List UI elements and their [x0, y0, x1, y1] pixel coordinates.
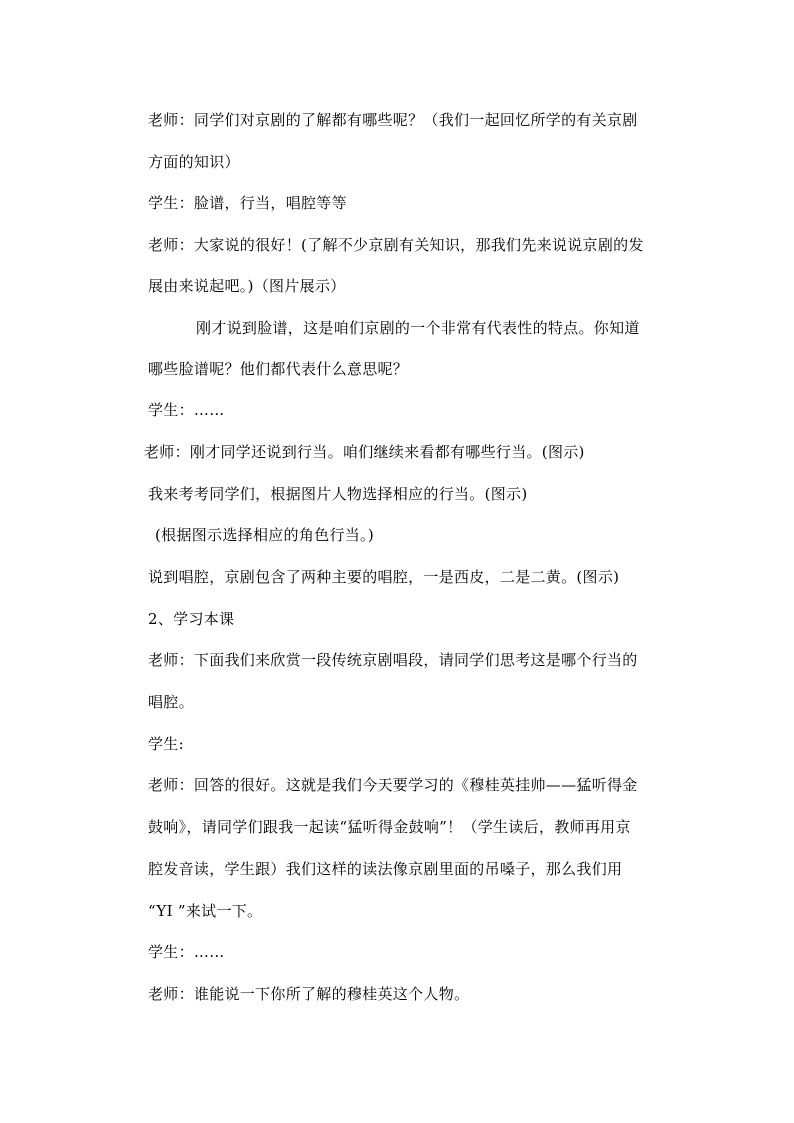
paragraph-line: 学生: [148, 735, 184, 753]
paragraph-line: 学生：…… [148, 943, 225, 961]
paragraph-line: 说到唱腔，京剧包含了两种主要的唱腔，一是西皮，二是二黄。(图示) [148, 568, 620, 586]
paragraph-line: 唱腔。 [148, 693, 194, 711]
paragraph-line: 老师：大家说的很好！(了解不少京剧有关知识，那我们先来说说京剧的发 [148, 236, 644, 254]
paragraph-line: (根据图示选择相应的角色行当。) [155, 526, 375, 544]
paragraph-line: 老师：回答的很好。这就是我们今天要学习的《穆桂英挂帅——猛听得金 [148, 776, 638, 794]
paragraph-line: 腔发音读，学生跟）我们这样的读法像京剧里面的吊嗓子，那么我们用 [148, 860, 623, 878]
paragraph-line: 学生：…… [148, 401, 225, 419]
paragraph-line: 展由来说起吧。)（图片展示） [148, 277, 346, 295]
paragraph-line: 刚才说到脸谱，这是咱们京剧的一个非常有代表性的特点。你知道 [196, 319, 640, 337]
paragraph-line: 老师：刚才同学还说到行当。咱们继续来看都有哪些行当。(图示) [144, 443, 585, 461]
section-heading: 2、学习本课 [148, 610, 235, 628]
paragraph-line: 我来考考同学们，根据图片人物选择相应的行当。(图示) [148, 485, 528, 503]
paragraph-line: 学生：脸谱，行当，唱腔等等 [148, 194, 347, 212]
paragraph-line: “YI ”来试一下。 [148, 902, 263, 920]
paragraph-line: 老师：谁能说一下你所了解的穆桂英这个人物。 [148, 985, 470, 1003]
paragraph-line: 老师：下面我们来欣赏一段传统京剧唱段，请同学们思考这是哪个行当的 [148, 651, 638, 669]
paragraph-line: 鼓响》，请同学们跟我一起读“猛听得金鼓响”！（学生读后，教师再用京 [148, 818, 631, 836]
paragraph-line: 方面的知识） [148, 153, 240, 171]
paragraph-line: 哪些脸谱呢？他们都代表什么意思呢？ [148, 360, 409, 378]
paragraph-line: 老师：同学们对京剧的了解都有哪些呢？（我们一起回忆所学的有关京剧 [148, 111, 638, 129]
